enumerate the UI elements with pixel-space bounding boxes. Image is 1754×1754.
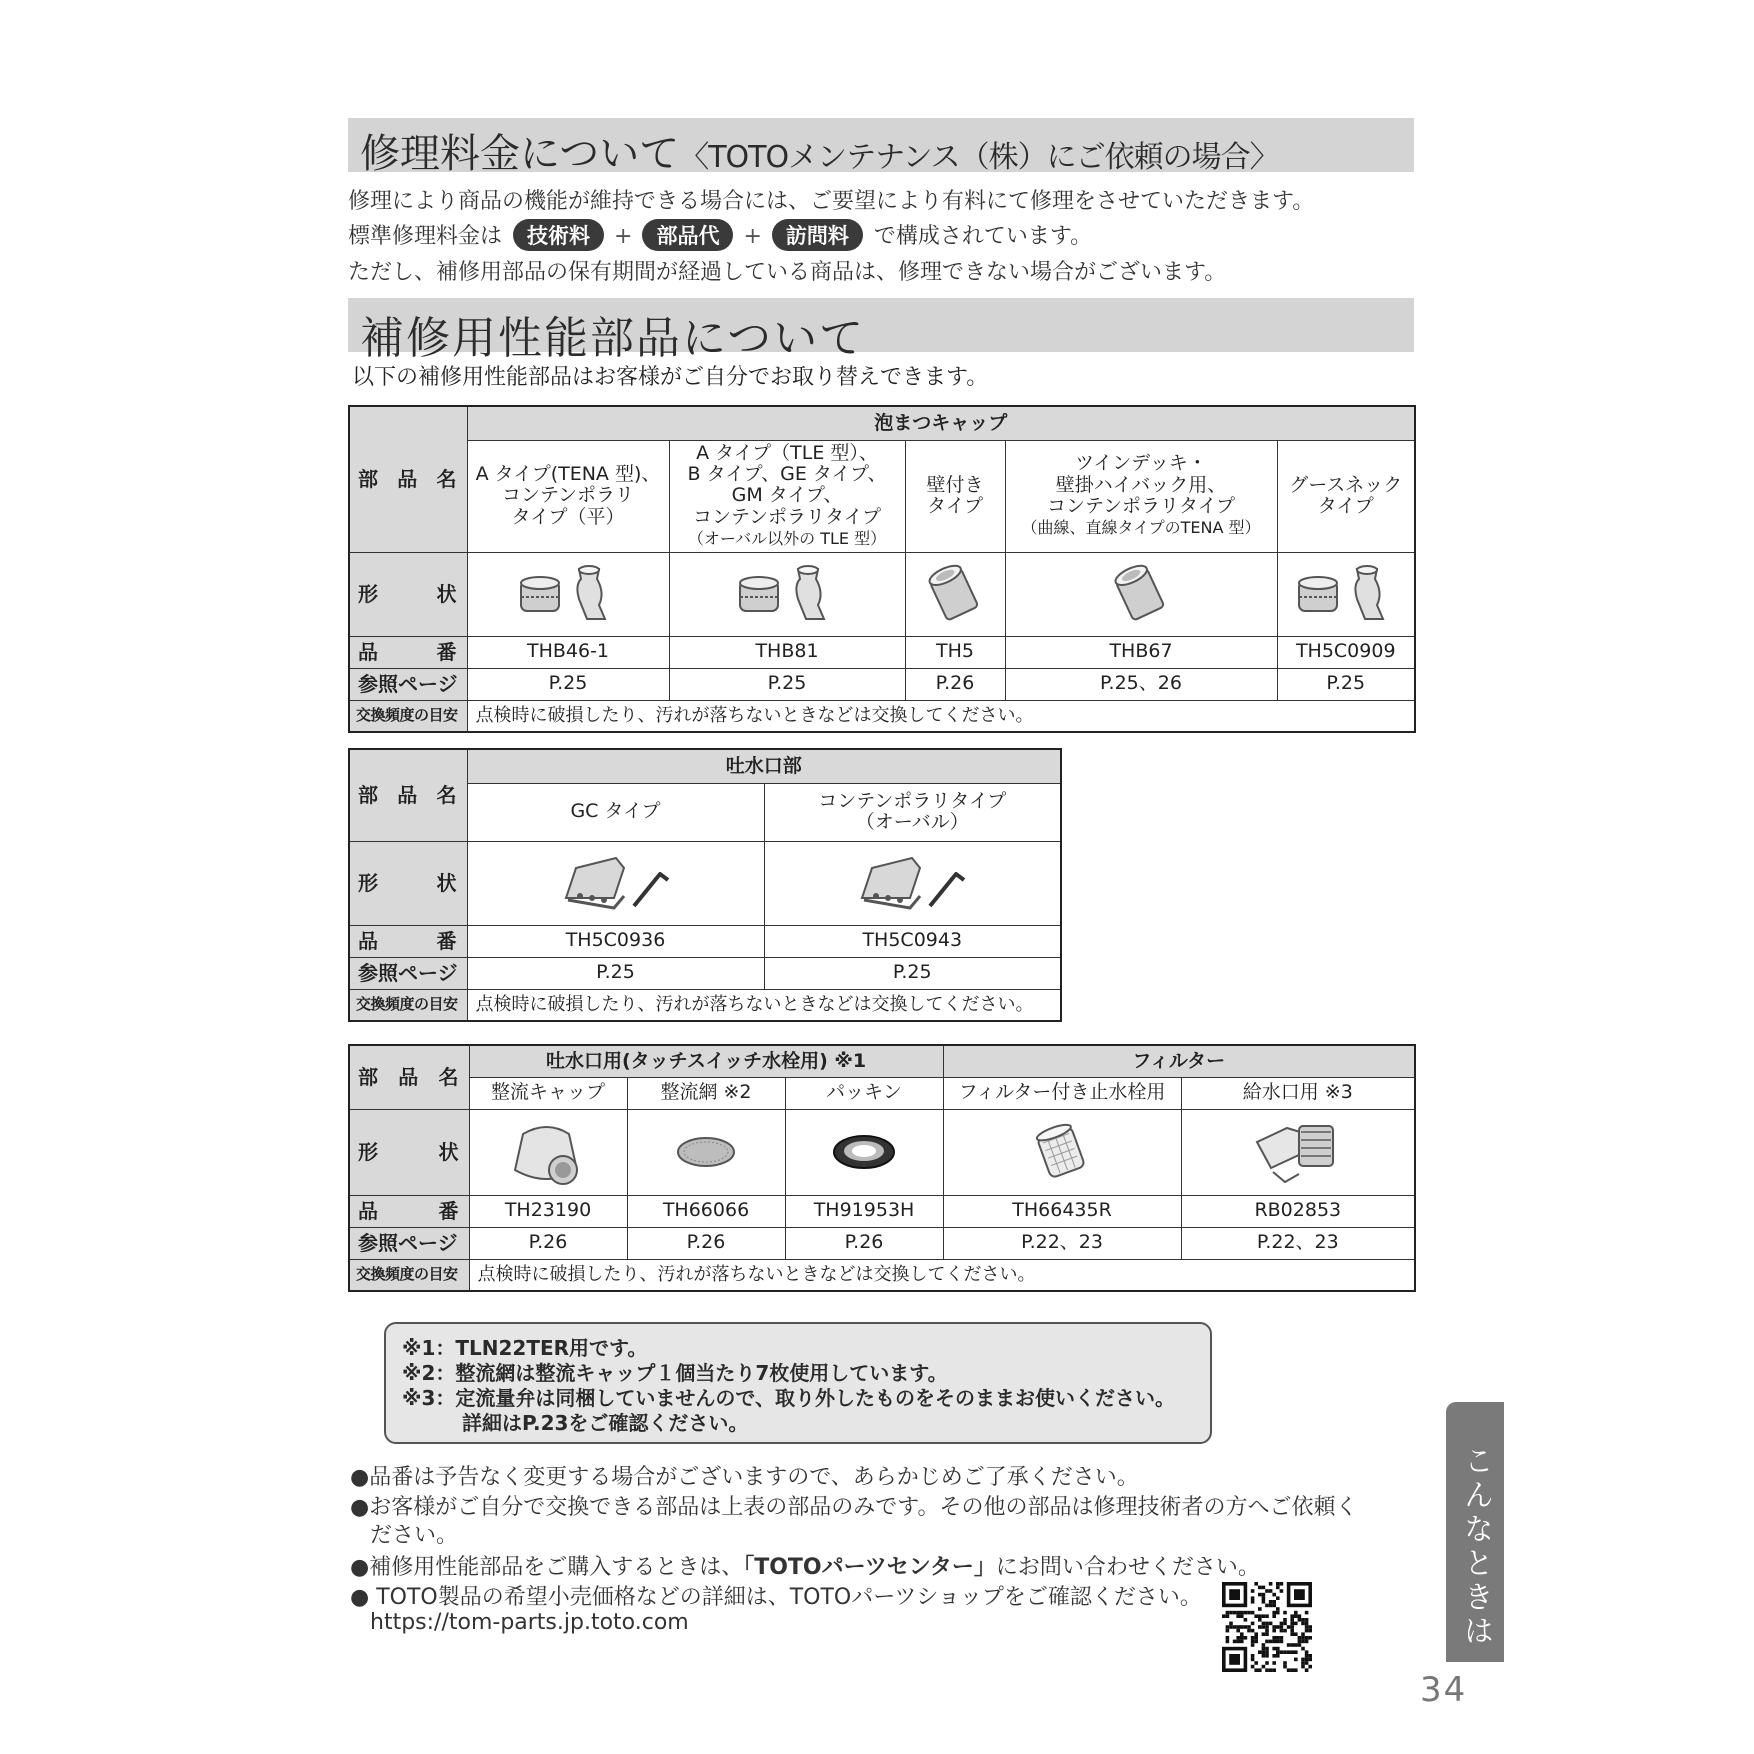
- filter-shape-cell-1: [627, 1109, 785, 1195]
- page-number: 34: [1420, 1670, 1468, 1710]
- group-header: 泡まつキャップ: [467, 406, 1415, 440]
- row-label-part-no: 品 番: [349, 1195, 469, 1227]
- mesh-filter-icon: [946, 1117, 1179, 1187]
- frequency-text: 点検時に破損したり、汚れが落ちないときなどは交換してください。: [469, 1259, 1415, 1291]
- filter-ref-page-0: P.26: [469, 1227, 627, 1259]
- gasket-ring-icon: [788, 1127, 941, 1177]
- aerator-ref-page-3: P.25、26: [1005, 668, 1277, 700]
- aerator-with-wrench-icon: [470, 559, 667, 629]
- row-label-frequency: 交換頻度の目安: [349, 700, 467, 732]
- frequency-text: 点検時に破損したり、汚れが落ちないときなどは交換してください。: [467, 700, 1415, 732]
- section-title: 補修用性能部品について: [360, 313, 866, 364]
- row-label-part-name: 部 品 名: [349, 1045, 469, 1109]
- note-3: ※3：定流量弁は同梱していませんので、取り外したものをそのままお使いください。: [402, 1386, 1175, 1410]
- repair-text-3: ただし、補修用部品の保有期間が経過している商品は、修理できない場合がございます。: [348, 260, 1227, 285]
- filter-ref-page-2: P.26: [785, 1227, 943, 1259]
- bullet-1: ●品番は予告なく変更する場合がございますので、あらかじめご了承ください。: [350, 1465, 1139, 1490]
- aerator-ref-page-1: P.25: [669, 668, 905, 700]
- row-label-part-no: 品 番: [349, 925, 467, 957]
- aerator-shape-cell-4: [1277, 552, 1415, 636]
- aerator-shape-cell-3: [1005, 552, 1277, 636]
- aerator-part-name-4: グースネック タイプ: [1277, 440, 1415, 552]
- row-label-shape: 形 状: [349, 552, 467, 636]
- row-label-frequency: 交換頻度の目安: [349, 1259, 469, 1291]
- aerator-ref-page-4: P.25: [1277, 668, 1415, 700]
- section-subtitle: 〈TOTOメンテナンス（株）にご依頼の場合〉: [679, 140, 1279, 175]
- spout-with-hex-key-icon: [767, 848, 1059, 918]
- filter-part-name-2: パッキン: [785, 1077, 943, 1109]
- bullet-3: ●補修用性能部品をご購入するときは、「TOTOパーツセンター」にお問い合わせください。: [350, 1555, 1260, 1580]
- aerator-ref-page-2: P.26: [905, 668, 1005, 700]
- frequency-text: 点検時に破損したり、汚れが落ちないときなどは交換してください。: [467, 989, 1061, 1021]
- section-header-repair-fee: [348, 118, 1414, 177]
- row-label-part-name: 部 品 名: [349, 406, 467, 552]
- row-label-part-no: 品 番: [349, 636, 467, 668]
- spout-part-name-0: GC タイプ: [467, 783, 764, 841]
- spout-with-hex-key-icon: [470, 848, 762, 918]
- filter-part-name-1: 整流網 ※2: [627, 1077, 785, 1109]
- spout-shape-cell-1: [764, 841, 1061, 925]
- aerator-shape-cell-1: [669, 552, 905, 636]
- aerator-part-name-1: A タイプ（TLE 型）、 B タイプ、GE タイプ、 GM タイプ、 コンテンポラリタイプ （オーバル以外の TLE 型）: [669, 440, 905, 552]
- note-2: ※2：整流網は整流キャップ１個当たり7枚使用しています。: [402, 1361, 948, 1385]
- notes-box: [384, 1322, 1212, 1444]
- aerator-part-number-4: TH5C0909: [1277, 636, 1415, 668]
- aerator-with-wrench-icon: [1280, 559, 1413, 629]
- filter-ref-page-4: P.22、23: [1181, 1227, 1415, 1259]
- repair-text-2: 標準修理料金は 技術料 + 部品代 + 訪問料 で構成されています。: [348, 219, 1092, 251]
- group-header-spout: 吐水口用(タッチスイッチ水栓用) ※1: [469, 1045, 943, 1077]
- spout-part-name-1: コンテンポラリタイプ （オーバル）: [764, 783, 1061, 841]
- filter-shape-cell-2: [785, 1109, 943, 1195]
- flow-cap-icon: [472, 1112, 625, 1192]
- parts-center-name: 「TOTOパーツセンター」: [743, 1555, 996, 1580]
- aerator-with-wrench-icon: [672, 559, 903, 629]
- repair-text-1: 修理により商品の機能が維持できる場合には、ご要望により有料にて修理をさせていただきます。: [348, 189, 1315, 214]
- row-label-ref-page: 参照ページ: [349, 1227, 469, 1259]
- note-3-cont: 詳細はP.23をご確認ください。: [402, 1411, 749, 1435]
- intro-text: 以下の補修用性能部品はお客様がご自分でお取り替えできます。: [352, 365, 989, 390]
- aerator-shape-cell-2: [905, 552, 1005, 636]
- aerator-ref-page-0: P.25: [467, 668, 669, 700]
- filter-part-name-0: 整流キャップ: [469, 1077, 627, 1109]
- group-header-filter: フィルター: [943, 1045, 1415, 1077]
- parts-table-filter: [348, 1044, 1416, 1292]
- spout-ref-page-1: P.25: [764, 957, 1061, 989]
- bullet-2: ●お客様がご自分で交換できる部品は上表の部品のみです。その他の部品は修理技術者の方へご依頼く: [350, 1495, 1358, 1520]
- note-1: ※1：TLN22TER用です。: [402, 1336, 648, 1360]
- parts-shop-link[interactable]: https://tom-parts.jp.toto.com: [370, 1610, 689, 1635]
- mesh-disc-icon: [630, 1127, 783, 1177]
- aerator-part-number-0: THB46-1: [467, 636, 669, 668]
- filter-ref-page-3: P.22、23: [943, 1227, 1181, 1259]
- filter-shape-cell-3: [943, 1109, 1181, 1195]
- filter-part-name-4: 給水口用 ※3: [1181, 1077, 1415, 1109]
- row-label-ref-page: 参照ページ: [349, 957, 467, 989]
- filter-part-number-4: RB02853: [1181, 1195, 1415, 1227]
- fee-badge-parts: 部品代: [642, 219, 733, 251]
- cylinder-cap-icon: [1008, 559, 1275, 629]
- side-tab-troubleshooting[interactable]: こんなときは: [1446, 1402, 1504, 1662]
- bullet-2-cont: ださい。: [370, 1523, 459, 1548]
- row-label-ref-page: 参照ページ: [349, 668, 467, 700]
- filter-part-number-2: TH91953H: [785, 1195, 943, 1227]
- cylinder-cap-icon: [908, 559, 1003, 629]
- aerator-shape-cell-0: [467, 552, 669, 636]
- qr-code-icon[interactable]: [1222, 1582, 1312, 1672]
- aerator-part-name-3: ツインデッキ・ 壁掛ハイバック用、 コンテンポラリタイプ （曲線、直線タイプのTENA 型）: [1005, 440, 1277, 552]
- aerator-part-number-3: THB67: [1005, 636, 1277, 668]
- fee-badge-visit: 訪問料: [772, 219, 863, 251]
- section-title: 修理料金について: [360, 131, 680, 177]
- parts-table-spout: [348, 748, 1062, 1022]
- aerator-part-name-0: A タイプ(TENA 型)、 コンテンポラリ タイプ（平）: [467, 440, 669, 552]
- spout-part-number-0: TH5C0936: [467, 925, 764, 957]
- bullet-4: ● TOTO製品の希望小売価格などの詳細は、TOTOパーツショップをご確認ください。: [350, 1585, 1202, 1610]
- filter-shape-cell-0: [469, 1109, 627, 1195]
- row-label-shape: 形 状: [349, 841, 467, 925]
- filter-part-number-1: TH66066: [627, 1195, 785, 1227]
- spout-ref-page-0: P.25: [467, 957, 764, 989]
- row-label-part-name: 部 品 名: [349, 749, 467, 841]
- spout-shape-cell-0: [467, 841, 764, 925]
- filter-shape-cell-4: [1181, 1109, 1415, 1195]
- fee-badge-technical: 技術料: [513, 219, 604, 251]
- inlet-valve-icon: [1184, 1112, 1413, 1192]
- row-label-shape: 形 状: [349, 1109, 469, 1195]
- row-label-frequency: 交換頻度の目安: [349, 989, 467, 1021]
- aerator-part-number-2: TH5: [905, 636, 1005, 668]
- group-header: 吐水口部: [467, 749, 1061, 783]
- aerator-part-name-2: 壁付き タイプ: [905, 440, 1005, 552]
- parts-table-aerator: [348, 405, 1416, 733]
- filter-ref-page-1: P.26: [627, 1227, 785, 1259]
- filter-part-number-0: TH23190: [469, 1195, 627, 1227]
- spout-part-number-1: TH5C0943: [764, 925, 1061, 957]
- aerator-part-number-1: THB81: [669, 636, 905, 668]
- section-header-spare-parts: [348, 298, 1414, 364]
- filter-part-number-3: TH66435R: [943, 1195, 1181, 1227]
- filter-part-name-3: フィルター付き止水栓用: [943, 1077, 1181, 1109]
